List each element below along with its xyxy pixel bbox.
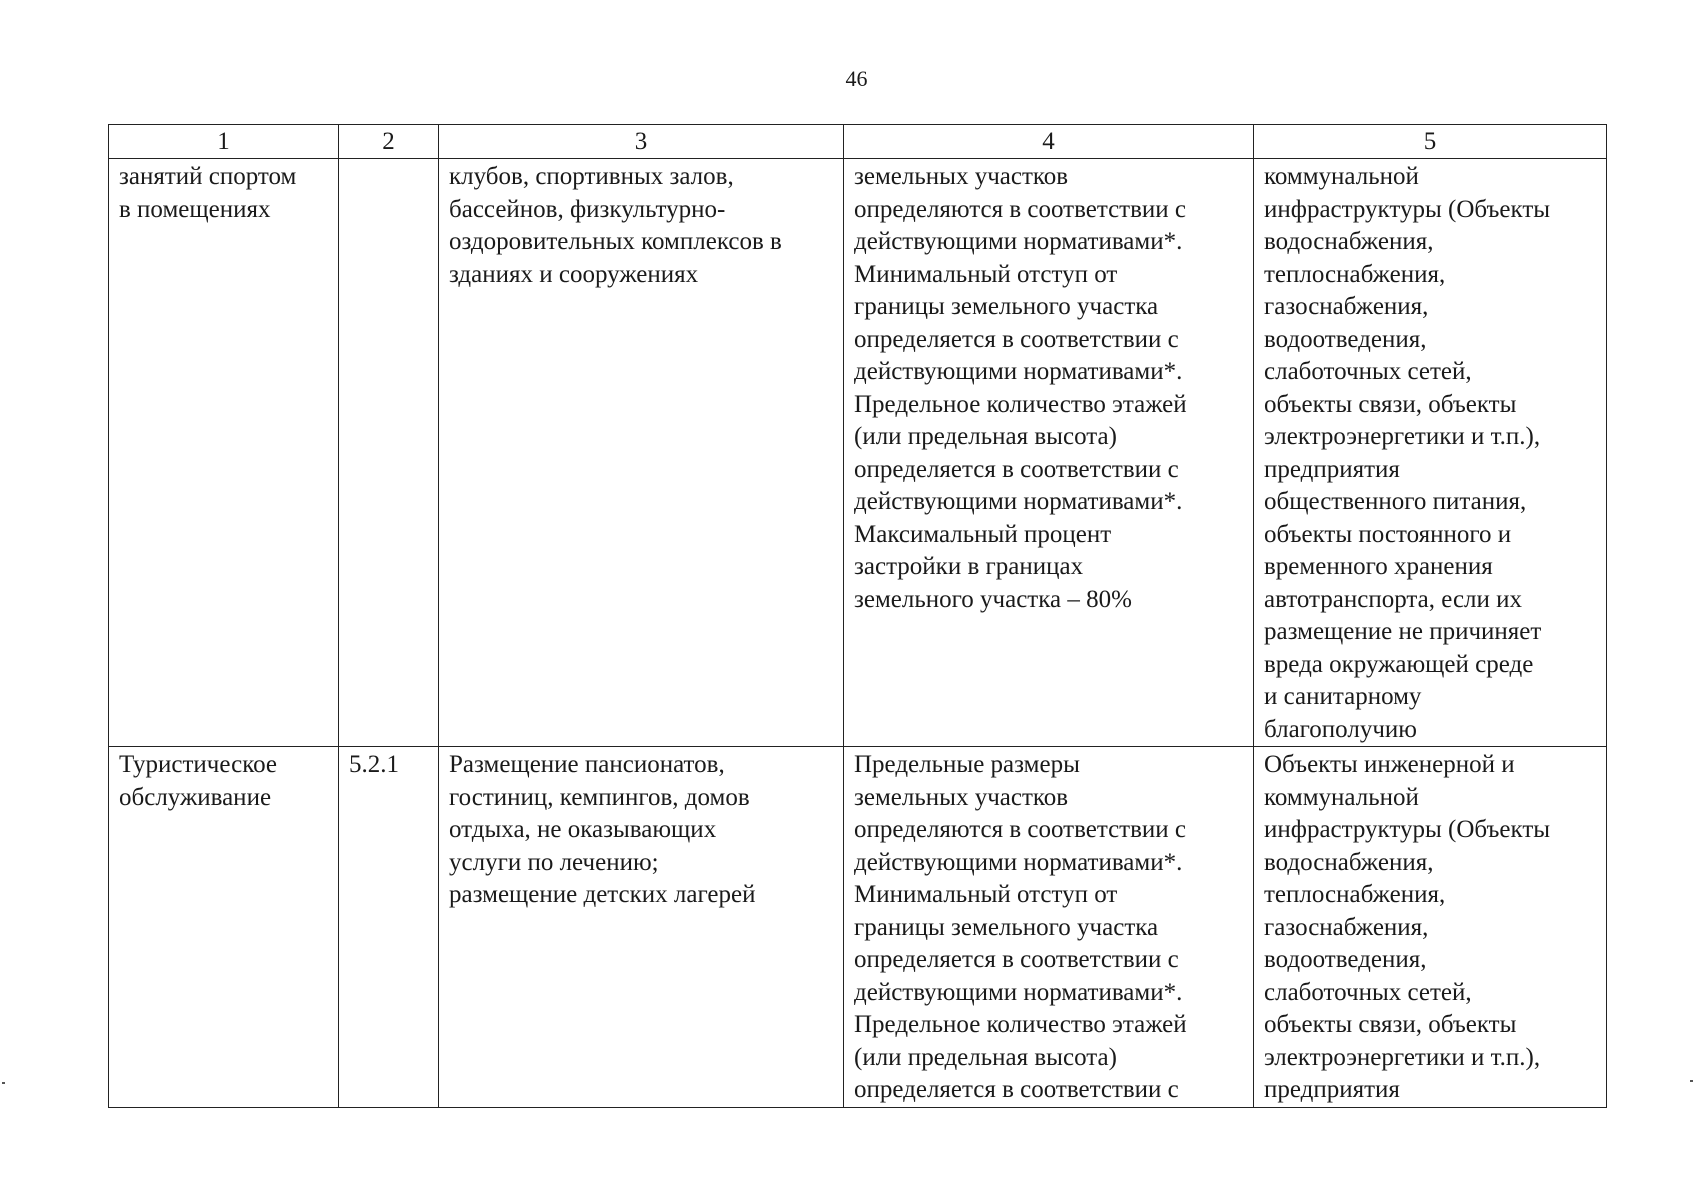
cell-line: действующими нормативами*.: [854, 228, 1183, 255]
cell-line: объекты постоянного и: [1264, 520, 1512, 548]
cell-line: Предельное количество этажей: [854, 1011, 1187, 1038]
cell-line: отдыха, не оказывающих: [449, 816, 717, 843]
cell-line: услуги по лечению;: [449, 848, 659, 876]
cell-code: [339, 747, 439, 1108]
cell-line: действующими нормативами*.: [854, 358, 1183, 385]
cell-line: определяется в соответствии с: [854, 1076, 1179, 1103]
cell-line: Минимальный отступ от: [854, 881, 1118, 908]
cell-line: водоснабжения,: [1264, 848, 1434, 876]
cell-line: временного хранения: [1264, 553, 1493, 580]
header-col-5: 5: [1254, 125, 1607, 159]
cell-line: клубов, спортивных залов,: [449, 163, 734, 190]
page-number: 46: [845, 66, 868, 91]
cell-line: оздоровительных комплексов в: [449, 228, 782, 255]
cell-line: инфраструктуры (Объекты: [1264, 195, 1551, 223]
cell-line: Предельное количество этажей: [854, 390, 1187, 418]
cell-line: водоотведения,: [1264, 325, 1427, 353]
cell-line: земельного участка – 80%: [854, 585, 1132, 613]
cell-line: определяется в соответствии с: [854, 455, 1179, 483]
cell-line: застройки в границах: [854, 553, 1084, 580]
scan-speck-right: [1690, 1080, 1693, 1082]
cell-line: слаботочных сетей,: [1264, 978, 1472, 1006]
cell-description: [439, 747, 844, 1108]
header-col-3: 3: [439, 125, 844, 159]
cell-line: предприятия: [1264, 455, 1400, 483]
cell-description: [439, 159, 844, 747]
cell-line: слаботочных сетей,: [1264, 358, 1472, 385]
cell-line: и санитарному: [1264, 683, 1422, 710]
table-row: [109, 159, 1607, 747]
cell-line: размещение не причиняет: [1264, 618, 1542, 645]
cell-line: определяется в соответствии с: [854, 946, 1179, 973]
cell-parameters: [844, 747, 1254, 1108]
cell-line: (или предельная высота): [854, 1043, 1117, 1071]
cell-line: коммунальной: [1264, 163, 1419, 190]
cell-line: бассейнов, физкультурно-: [449, 195, 726, 223]
cell-line: автотранспорта, если их: [1264, 585, 1523, 613]
cell-line: действующими нормативами*.: [854, 848, 1183, 876]
cell-line: вреда окружающей среде: [1264, 650, 1534, 678]
cell-line: 5.2.1: [349, 751, 399, 778]
cell-line: гостиниц, кемпингов, домов: [449, 783, 750, 811]
cell-line: действующими нормативами*.: [854, 488, 1183, 515]
cell-line: газоснабжения,: [1264, 913, 1429, 941]
cell-line: Размещение пансионатов,: [449, 751, 725, 778]
land-use-table: [108, 124, 1607, 1108]
header-col-4: 4: [844, 125, 1254, 159]
cell-line: границы земельного участка: [854, 293, 1159, 320]
header-col-2: 2: [339, 125, 439, 159]
cell-line: занятий спортом: [119, 163, 297, 190]
cell-line: Предельные размеры: [854, 751, 1080, 778]
cell-line: газоснабжения,: [1264, 293, 1429, 320]
cell-line: водоснабжения,: [1264, 228, 1434, 255]
cell-line: теплоснабжения,: [1264, 881, 1446, 908]
cell-line: обслуживание: [119, 783, 272, 811]
table-row: [109, 747, 1607, 1108]
cell-line: (или предельная высота): [854, 423, 1117, 450]
cell-line: размещение детских лагерей: [449, 881, 756, 908]
cell-code: [339, 159, 439, 747]
cell-line: Максимальный процент: [854, 520, 1112, 548]
cell-line: в помещениях: [119, 195, 271, 223]
cell-line: зданиях и сооружениях: [449, 260, 699, 288]
cell-line: Объекты инженерной и: [1264, 751, 1515, 778]
cell-line: земельных участков: [854, 783, 1069, 811]
cell-line: общественного питания,: [1264, 488, 1527, 515]
cell-line: объекты связи, объекты: [1264, 1011, 1517, 1038]
cell-line: объекты связи, объекты: [1264, 390, 1517, 418]
cell-line: благополучию: [1264, 715, 1417, 743]
cell-line: предприятия: [1264, 1076, 1400, 1103]
cell-line: коммунальной: [1264, 783, 1419, 811]
cell-use-name: [109, 159, 339, 747]
cell-line: Минимальный отступ от: [854, 260, 1118, 288]
cell-line: определяются в соответствии с: [854, 816, 1187, 843]
cell-use-name: [109, 747, 339, 1108]
scan-speck-left: [2, 1082, 5, 1084]
cell-line: электроэнергетики и т.п.),: [1264, 1043, 1541, 1071]
cell-line: земельных участков: [854, 163, 1069, 190]
cell-auxiliary-uses: [1254, 159, 1607, 747]
cell-line: Туристическое: [119, 751, 277, 778]
cell-line: теплоснабжения,: [1264, 260, 1446, 288]
cell-line: электроэнергетики и т.п.),: [1264, 423, 1541, 450]
header-col-1: 1: [109, 125, 339, 159]
table-header-row: [109, 125, 1607, 159]
cell-line: водоотведения,: [1264, 946, 1427, 973]
cell-line: определяются в соответствии с: [854, 195, 1187, 223]
cell-parameters: [844, 159, 1254, 747]
cell-line: инфраструктуры (Объекты: [1264, 816, 1551, 843]
cell-line: определяется в соответствии с: [854, 325, 1179, 353]
cell-line: границы земельного участка: [854, 913, 1159, 941]
cell-line: действующими нормативами*.: [854, 978, 1183, 1006]
cell-auxiliary-uses: [1254, 747, 1607, 1108]
